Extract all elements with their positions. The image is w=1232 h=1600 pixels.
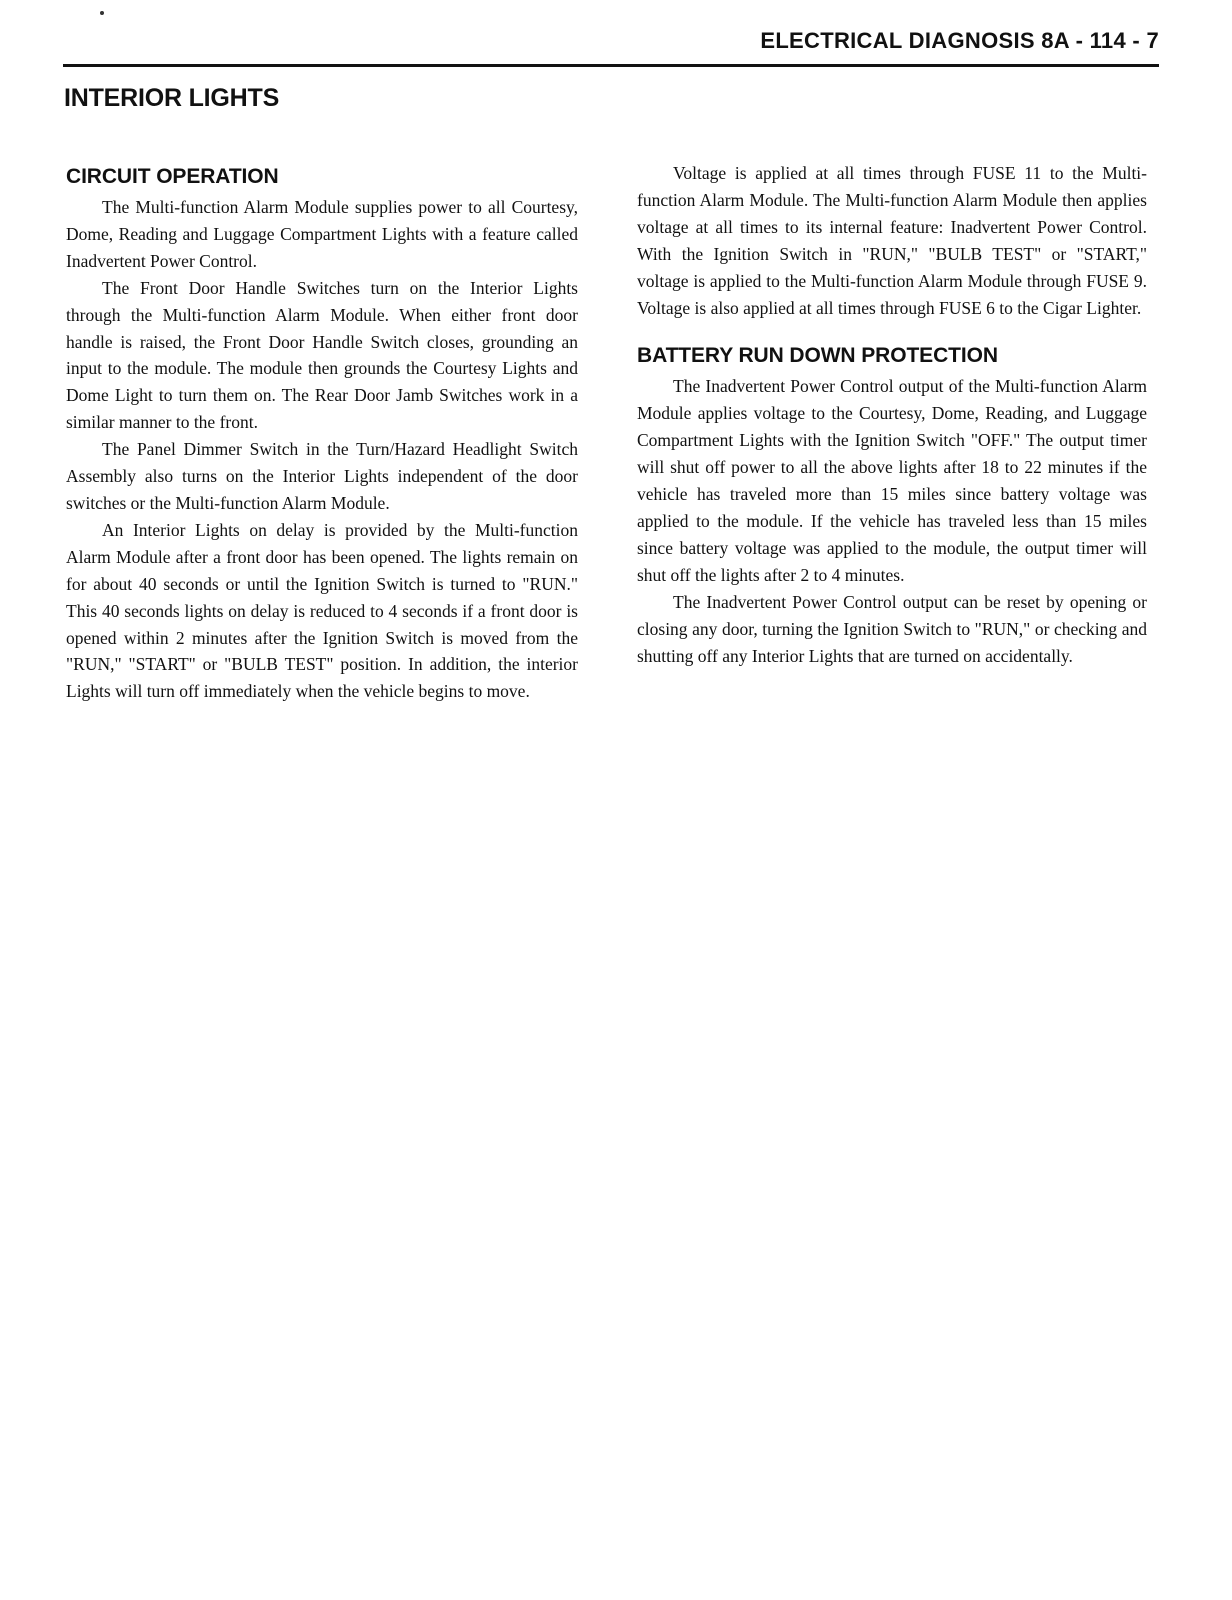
- circuit-operation-paragraph: The Multi-function Alarm Module supplies power to all Courtesy, Dome, Reading and Luggage Compartment Lights with a feature called Inadvertent Power Control.: [66, 197, 578, 271]
- left-column: [66, 160, 578, 705]
- running-header: ELECTRICAL DIAGNOSIS 8A - 114 - 7: [760, 28, 1159, 53]
- circuit-operation-paragraph: The Front Door Handle Switches turn on the Interior Lights through the Multi-function Alarm Module. When either front door handle is raised, the Front Door Handle Switch closes, grounding an input to the module. The module then grounds the Courtesy Lights and Dome Light to turn them on. The Rear Door Jamb Switches work in a similar manner to the front.: [66, 277, 578, 433]
- circuit-operation-heading: CIRCUIT OPERATION: [66, 165, 279, 188]
- header-rule: [63, 64, 1159, 67]
- battery-protection-paragraph: The Inadvertent Power Control output of the Multi-function Alarm Module applies voltage to the Courtesy, Dome, Reading, and Luggage Compartment Lights with the Ignition Switch "OFF." The output timer will shut off power to all the above lights after 18 to 22 minutes if the vehicle has traveled more than 15 miles since battery voltage was applied to the module. If the vehicle has traveled less than 15 miles since battery voltage was applied to the module, the output timer will shut off the lights after 2 to 4 minutes.: [637, 376, 1147, 585]
- right-column: [637, 160, 1147, 669]
- section-title: INTERIOR LIGHTS: [64, 84, 280, 112]
- battery-protection-heading: BATTERY RUN DOWN PROTECTION: [637, 344, 998, 368]
- circuit-operation-paragraph: The Panel Dimmer Switch in the Turn/Hazard Headlight Switch Assembly also turns on the Interior Lights independent of the door switches or the Multi-function Alarm Module.: [66, 439, 578, 513]
- circuit-operation-paragraph: An Interior Lights on delay is provided by the Multi-function Alarm Module after a front door has been opened. The lights remain on for about 40 seconds or until the Ignition Switch is turned to "RUN." This 40 seconds lights on delay is reduced to 4 seconds if a front door is opened within 2 minutes after the Ignition Switch is moved from the "RUN," "START" or "BULB TEST" position. In addition, the interior Lights will turn off immediately when the vehicle begins to move.: [66, 519, 578, 702]
- circuit-operation-paragraph: Voltage is applied at all times through FUSE 11 to the Multi-function Alarm Module. The Multi-function Alarm Module then applies voltage at all times to its internal feature: Inadvertent Power Control. With the Ignition Switch in "RUN," "BULB TEST" or "START," voltage is applied to the Multi-function Alarm Module through FUSE 9. Voltage is also applied at all times through FUSE 6 to the Cigar Lighter.: [637, 163, 1147, 318]
- battery-protection-paragraph: The Inadvertent Power Control output can be reset by opening or closing any door, turning the Ignition Switch to "RUN," or checking and shutting off any Interior Lights that are turned on accidentally.: [637, 591, 1147, 666]
- scan-speck: [100, 11, 104, 15]
